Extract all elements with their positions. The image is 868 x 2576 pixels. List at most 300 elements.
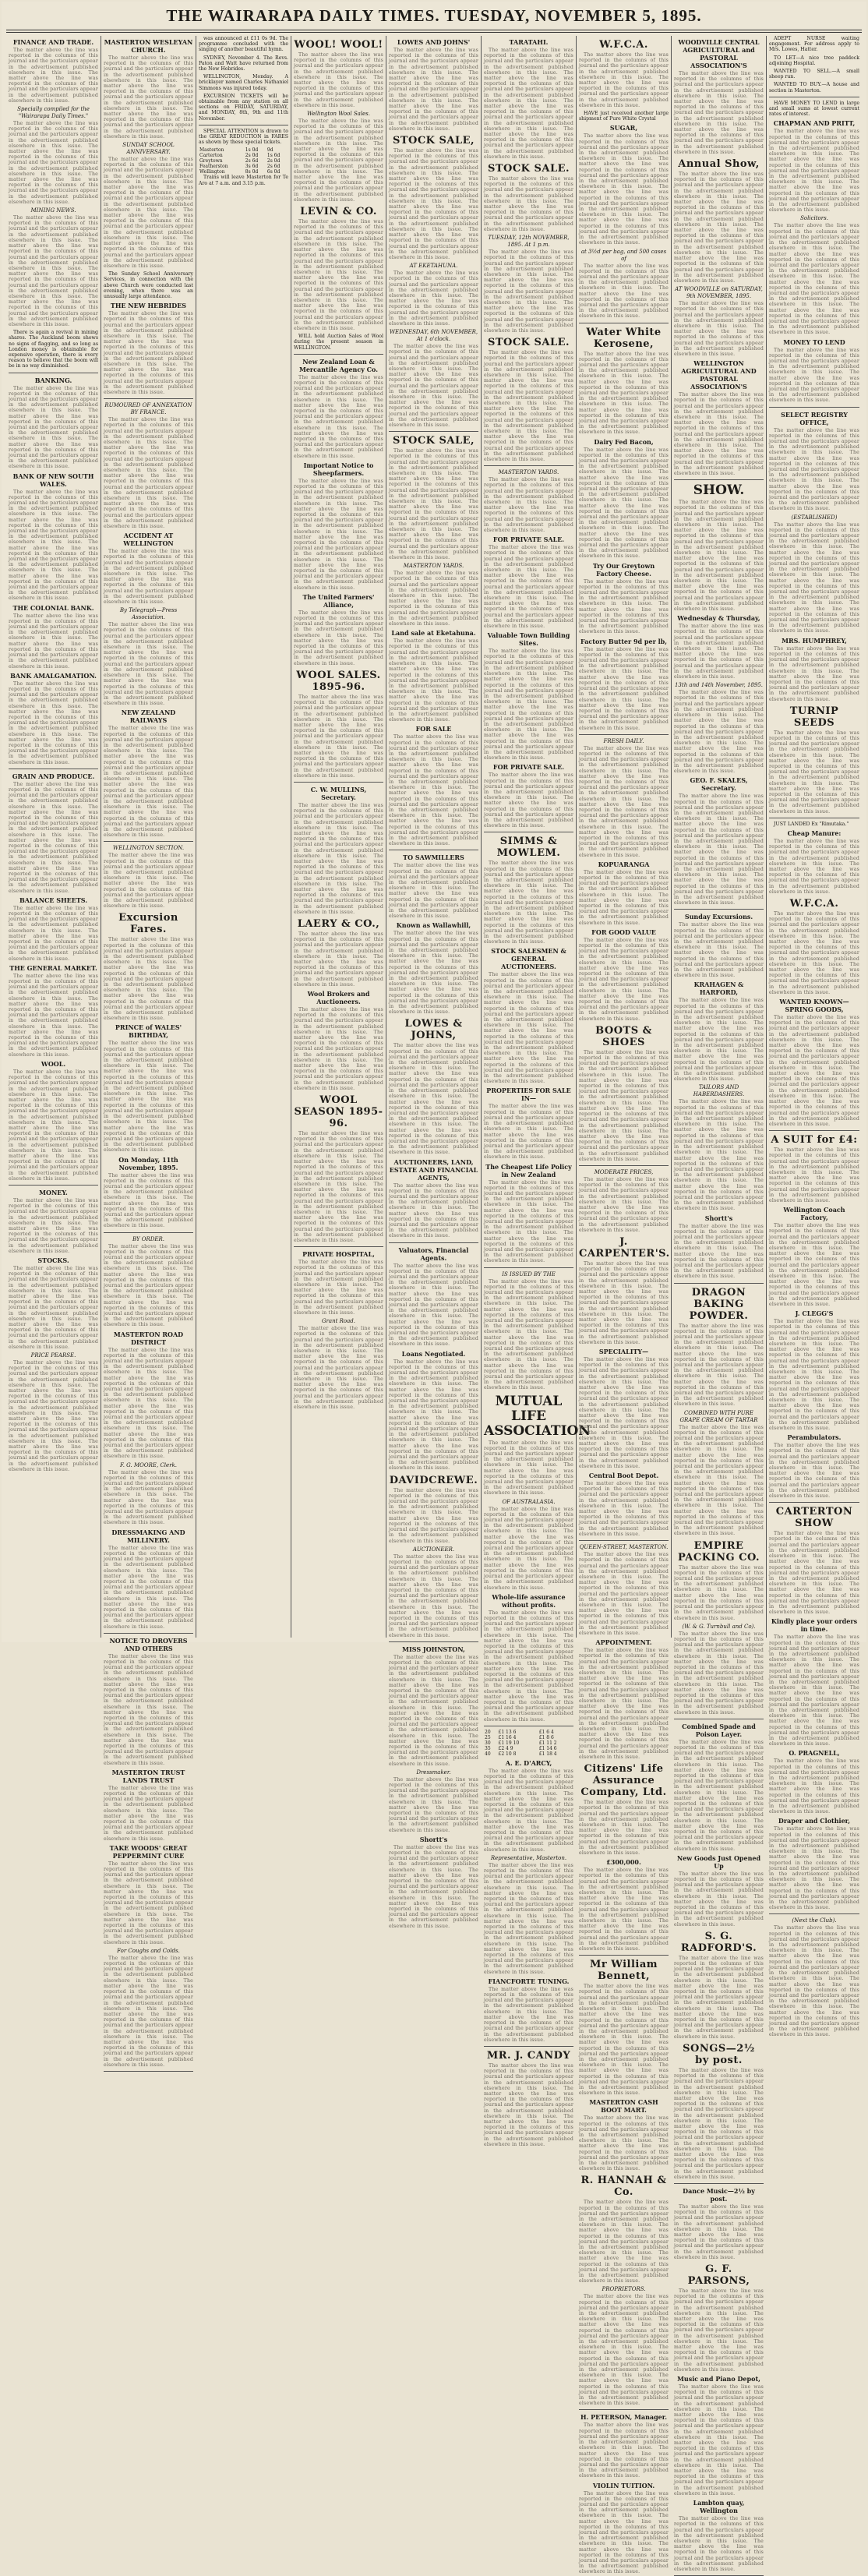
table-cell: 20	[485, 1729, 491, 1735]
body-copy: The matter above the line was reported in the columns of this journal and the particulars appear in the advertisement published elsewhere in this issue. The matter above the line was reported in the columns of this journal and the particulars appear in the advertisement published elsewhere in this issue. The matter above the line was reported in the columns of this journal and the particulars appear in the advertisement published elsewhere in this issue. The matter above the line was reported in the columns of this journal and the particulars appear in the advertisement published elsewhere in this issue.	[294, 219, 383, 331]
body-copy: The matter above the line was reported in the columns of this journal and the particulars appear in the advertisement published elsewhere in this issue. The matter above the line was reported in the columns of this journal and the particulars appear in the advertisement published elsewhere in this issue. The matter above the line was reported in the columns of this journal and the particulars appear in the advertisement published elsewhere in this issue. The matter above the line was reported in the columns of this journal and the particulars appear in the advertisement published elsewhere in this issue.	[674, 500, 764, 613]
heading: EMPIRE PACKING CO.	[677, 1539, 760, 1564]
article-paragraph: WANTED TO SELL.—A small sheep run.	[769, 69, 859, 80]
body-copy: The matter above the line was reported in the columns of this journal and the particulars appear in the advertisement published elsewhere in this issue. The matter above the line was reported in the columns of this journal and the particulars appear in the advertisement published elsewhere in this issue. The matter above the line was reported in the columns of this journal and the particulars appear in the advertisement published elsewhere in this issue.	[484, 545, 573, 630]
column-6	[482, 36, 591, 2147]
body-copy: The matter above the line was reported in the columns of this journal and the particulars appear in the advertisement published elsewhere in this issue. The matter above the line was reported in the columns of this journal and the particulars appear in the advertisement published elsewhere in this issue.	[389, 1776, 478, 1833]
table-row	[199, 164, 288, 169]
heading: Mr William Bennett,	[589, 1959, 658, 1983]
body-copy: The matter above the line was reported in the columns of this journal and the particulars appear in the advertisement published elsewhere in this issue. The matter above the line was reported in the columns of this journal and the particulars appear in the advertisement published elsewhere in this issue. The matter above the line was reported in the columns of this journal and the particulars appear in the advertisement published elsewhere in this issue.	[104, 937, 193, 1022]
body-copy: The matter above the line was reported in the columns of this journal and the particulars appear in the advertisement published elsewhere in this issue. The matter above the line was reported in the columns of this journal and the particulars appear in the advertisement published elsewhere in this issue. The matter above the line was reported in the columns of this journal and the particulars appear in the advertisement published elsewhere in this issue.	[9, 385, 98, 470]
body-copy: The matter above the line was reported in the columns of this journal and the particulars appear in the advertisement published elsewhere in this issue. The matter above the line was reported in the columns of this journal and the particulars appear in the advertisement published elsewhere in this issue. The matter above the line was reported in the columns of this journal and the particulars appear in the advertisement published elsewhere in this issue.	[294, 118, 383, 203]
body-copy: The matter above the line was reported in the columns of this journal and the particulars appear in the advertisement published elsewhere in this issue. The matter above the line was reported in the columns of this journal and the particulars appear in the advertisement published elsewhere in this issue. The matter above the line was reported in the columns of this journal and the particulars appear in the advertisement published elsewhere in this issue.	[579, 2490, 669, 2575]
heading: VIOLIN TUITION.	[592, 2481, 655, 2489]
column-separator	[294, 1246, 383, 1247]
body-copy: The matter above the line was reported in the columns of this journal and the particulars appear in the advertisement published elsewhere in this issue. The matter above the line was reported in the columns of this journal and the particulars appear in the advertisement published elsewhere in this issue. The matter above the line was reported in the columns of this journal and the particulars appear in the advertisement published elsewhere in this issue.	[769, 1531, 859, 1616]
heading: SPECIALITY—	[598, 1348, 649, 1355]
heading: Central Boot Depot.	[588, 1472, 659, 1480]
heading: LOWES AND JOHNS'	[397, 38, 471, 46]
heading: J. CLEGG'S	[795, 1309, 834, 1318]
subheading: QUEEN-STREET, MASTERTON.	[579, 1544, 669, 1551]
column-separator	[104, 398, 193, 399]
heading: STOCK SALE,	[392, 135, 475, 147]
body-copy: The matter above the line was reported in the columns of this journal and the particulars appear in the advertisement published elsewhere in this issue. The matter above the line was reported in the columns of this journal and the particulars appear in the advertisement published elsewhere in this issue.	[104, 1469, 193, 1526]
subheading: 13th and 14th November, 1895.	[674, 682, 764, 689]
body-copy: The matter above the line was reported in the columns of this journal and the particulars appear in the advertisement published elsewhere in this issue. The matter above the line was reported in the columns of this journal and the particulars appear in the advertisement published elsewhere in this issue. The matter above the line was reported in the columns of this journal and the particulars appear in the advertisement published elsewhere in this issue.	[9, 973, 98, 1058]
table-cell: Wellington	[199, 169, 225, 175]
body-copy: The matter above the line was reported in the columns of this journal and the particulars appear in the advertisement published elsewhere in this issue. The matter above the line was reported in the columns of this journal and the particulars appear in the advertisement published elsewhere in this issue. The matter above the line was reported in the columns of this journal and the particulars appear in the advertisement published elsewhere in this issue.	[104, 1545, 193, 1630]
table-cell: 2s 0d	[245, 153, 259, 159]
body-copy: The matter above the line was reported in the columns of this journal and the particulars appear in the advertisement published elsewhere in this issue. The matter above the line was reported in the columns of this journal and the particulars appear in the advertisement published elsewhere in this issue. The matter above the line was reported in the columns of this journal and the particulars appear in the advertisement published elsewhere in this issue. The matter above the line was reported in the columns of this journal and the particulars appear in the advertisement published elsewhere in this issue.	[579, 2294, 669, 2407]
heading: FOR SALE	[415, 725, 452, 733]
subheading: By Telegraph—Press Association.	[119, 607, 178, 621]
table-row	[484, 1746, 573, 1751]
body-copy: The matter above the line was reported in the columns of this journal and the particulars appear in the advertisement published elsewhere in this issue. The matter above the line was reported in the columns of this journal and the particulars appear in the advertisement published elsewhere in this issue.	[674, 922, 764, 979]
heading: BANK OF NEW SOUTH WALES.	[12, 472, 94, 488]
body-copy: The matter above the line was reported in the columns of this journal and the particulars appear in the advertisement published elsewhere in this issue. The matter above the line was reported in the columns of this journal and the particulars appear in the advertisement published elsewhere in this issue.	[674, 1223, 764, 1280]
table-cell: £1 11 2	[538, 1740, 557, 1746]
body-copy: The matter above the line was reported in the columns of this journal and the particulars appear in the advertisement published elsewhere in this issue. The matter above the line was reported in the columns of this journal and the particulars appear in the advertisement published elsewhere in this issue. The matter above the line was reported in the columns of this journal and the particulars appear in the advertisement published elsewhere in this issue. The matter above the line was reported in the columns of this journal and the particulars appear in the advertisement published elsewhere in this issue.	[9, 781, 98, 894]
subheading: For Coughs and Colds.	[117, 1947, 180, 1954]
heading: The United Farmers' Alliance,	[302, 592, 375, 609]
body-copy: The matter above the line was reported in the columns of this journal and the particulars appear in the advertisement published elsewhere in this issue. The matter above the line was reported in the columns of this journal and the particulars appear in the advertisement published elsewhere in this issue. The matter above the line was reported in the columns of this journal and the particulars appear in the advertisement published elsewhere in this issue. The matter above the line was reported in the columns of this journal and the particulars appear in the advertisement published elsewhere in this issue.	[484, 1862, 573, 1975]
body-copy: The matter above the line was reported in the columns of this journal and the particulars appear in the advertisement published elsewhere in this issue. The matter above the line was reported in the columns of this journal and the particulars appear in the advertisement published elsewhere in this issue. The matter above the line was reported in the columns of this journal and the particulars appear in the advertisement published elsewhere in this issue.	[769, 1826, 859, 1911]
heading: Annual Show,	[678, 158, 760, 171]
heading: G. F. PARSONS,	[687, 2263, 750, 2287]
heading: Important Notice to Sheepfarmers.	[303, 461, 374, 477]
body-copy: The matter above the line was reported in the columns of this journal and the particulars appear in the advertisement published elsewhere in this issue. The matter above the line was reported in the columns of this journal and the particulars appear in the advertisement published elsewhere in this issue. The matter above the line was reported in the columns of this journal and the particulars appear in the advertisement published elsewhere in this issue. The matter above the line was reported in the columns of this journal and the particulars appear in the advertisement published elsewhere in this issue.	[484, 1278, 573, 1391]
column-5	[386, 36, 482, 1929]
body-copy: The matter above the line was reported in the columns of this journal and the particulars appear in the advertisement published elsewhere in this issue. The matter above the line was reported in the columns of this journal and the particulars appear in the advertisement published elsewhere in this issue. The matter above the line was reported in the columns of this journal and the particulars appear in the advertisement published elsewhere in this issue. The matter above the line was reported in the columns of this journal and the particulars appear in the advertisement published elsewhere in this issue.	[389, 148, 478, 260]
heading: Wool Brokers and Auctioneers.	[307, 990, 370, 1006]
table-cell: £1 18 4	[538, 1751, 557, 1757]
heading: MISS JOHNSTON,	[402, 1645, 465, 1653]
body-copy: The matter above the line was reported in the columns of this journal and the particulars appear in the advertisement published elsewhere in this issue. The matter above the line was reported in the columns of this journal and the particulars appear in the advertisement published elsewhere in this issue. The matter above the line was reported in the columns of this journal and the particulars appear in the advertisement published elsewhere in this issue.	[674, 1323, 764, 1408]
subheading: MASTERTON YARDS.	[403, 563, 464, 570]
body-copy: The matter above the line was reported in the columns of this journal and the particulars appear in the advertisement published elsewhere in this issue. The matter above the line was reported in the columns of this journal and the particulars appear in the advertisement published elsewhere in this issue. The matter above the line was reported in the columns of this journal and the particulars appear in the advertisement published elsewhere in this issue. The matter above the line was reported in the columns of this journal and the particulars appear in the advertisement published elsewhere in this issue.	[674, 793, 764, 906]
heading: MONEY TO LEND	[783, 337, 845, 346]
body-copy: The matter above the line was reported in the columns of this journal and the particulars appear in the advertisement published elsewhere in this issue. The matter above the line was reported in the columns of this journal and the particulars appear in the advertisement published elsewhere in this issue.	[104, 549, 193, 606]
column-separator	[484, 1267, 573, 1268]
heading: TURNIP SEEDS	[789, 705, 839, 729]
heading: KRAHAGEN & HARFORD,	[693, 981, 744, 997]
subheading: FRESH DAILY.	[603, 737, 644, 744]
body-copy: The matter above the line was reported in the columns of this journal and the particulars appear in the advertisement published elsewhere in this issue. The matter above the line was reported in the columns of this journal and the particulars appear in the advertisement published elsewhere in this issue.	[769, 1147, 859, 1203]
heading: GEO. F. SKALES, Secretary.	[690, 776, 748, 793]
table-cell: £2 4 9	[498, 1745, 513, 1751]
heading: FOR PRIVATE SALE.	[492, 763, 565, 772]
article-paragraph: TO LET—A nice tree paddock adjoining Hospital.	[769, 55, 859, 66]
heading: PRIVATE HOSPITAL,	[302, 1250, 375, 1259]
table-cell: £2 10 8	[498, 1751, 517, 1757]
heading: WOODVILLE CENTRAL AGRICULTURAL and PASTORAL ASSOCIATION'S	[678, 38, 760, 69]
heading: A. E. D'ARCY,	[505, 1758, 552, 1767]
heading: STOCK SALE.	[487, 337, 570, 349]
article-paragraph: WILL hold Auction Sales of Wool during the present season in WELLINGTON.	[294, 334, 383, 351]
heading: WELLINGTON AGRICULTURAL AND PASTORAL ASSOCIATION'S	[681, 359, 757, 391]
subheading: IS ISSUED BY THE	[502, 1270, 556, 1277]
body-copy: The matter above the line was reported in the columns of this journal and the particulars appear in the advertisement published elsewhere in this issue. The matter above the line was reported in the columns of this journal and the particulars appear in the advertisement published elsewhere in this issue.	[389, 1182, 478, 1239]
body-copy: The matter above the line was reported in the columns of this journal and the particulars appear in the advertisement published elsewhere in this issue. The matter above the line was reported in the columns of this journal and the particulars appear in the advertisement published elsewhere in this issue.	[389, 1487, 478, 1544]
body-copy: The matter above the line was reported in the columns of this journal and the particulars appear in the advertisement published elsewhere in this issue. The matter above the line was reported in the columns of this journal and the particulars appear in the advertisement published elsewhere in this issue. The matter above the line was reported in the columns of this journal and the particulars appear in the advertisement published elsewhere in this issue.	[769, 129, 859, 214]
heading: S. G. RADFORD'S.	[680, 1930, 757, 1954]
heading: Wednesday & Thursday,	[677, 614, 760, 623]
column-separator	[389, 1641, 478, 1642]
body-copy: The matter above the line was reported in the columns of this journal and the particulars appear in the advertisement published elsewhere in this issue. The matter above the line was reported in the columns of this journal and the particulars appear in the advertisement published elsewhere in this issue. The matter above the line was reported in the columns of this journal and the particulars appear in the advertisement published elsewhere in this issue.	[389, 344, 478, 428]
heading: J. CARPENTER'S.	[579, 1235, 670, 1260]
heading: GRAIN AND PRODUCE.	[12, 772, 95, 780]
body-copy: The matter above the line was reported in the columns of this journal and the particulars appear in the advertisement published elsewhere in this issue. The matter above the line was reported in the columns of this journal and the particulars appear in the advertisement published elsewhere in this issue. The matter above the line was reported in the columns of this journal and the particulars appear in the advertisement published elsewhere in this issue. The matter above the line was reported in the columns of this journal and the particulars appear in the advertisement published elsewhere in this issue.	[9, 215, 98, 327]
subheading: Wellington Wool Sales.	[306, 111, 370, 118]
body-copy: The matter above the line was reported in the columns of this journal and the particulars appear in the advertisement published elsewhere in this issue. The matter above the line was reported in the columns of this journal and the particulars appear in the advertisement published elsewhere in this issue. The matter above the line was reported in the columns of this journal and the particulars appear in the advertisement published elsewhere in this issue. The matter above the line was reported in the columns of this journal and the particulars appear in the advertisement published elsewhere in this issue.	[104, 1347, 193, 1460]
table-row	[199, 153, 288, 158]
heading: STOCKS.	[37, 1256, 69, 1264]
body-copy: The matter above the line was reported in the columns of this journal and the particulars appear in the advertisement published elsewhere in this issue. The matter above the line was reported in the columns of this journal and the particulars appear in the advertisement published elsewhere in this issue.	[484, 1440, 573, 1496]
body-copy: The matter above the line was reported in the columns of this journal and the particulars appear in the advertisement published elsewhere in this issue. The matter above the line was reported in the columns of this journal and the particulars appear in the advertisement published elsewhere in this issue. The matter above the line was reported in the columns of this journal and the particulars appear in the advertisement published elsewhere in this issue.	[769, 1223, 859, 1307]
body-copy: The matter above the line was reported in the columns of this journal and the particulars appear in the advertisement published elsewhere in this issue. The matter above the line was reported in the columns of this journal and the particulars appear in the advertisement published elsewhere in this issue. The matter above the line was reported in the columns of this journal and the particulars appear in the advertisement published elsewhere in this issue. The matter above the line was reported in the columns of this journal and the particulars appear in the advertisement published elsewhere in this issue.	[9, 1360, 98, 1472]
heading: Dairy Fed Bacon,	[594, 437, 654, 446]
body-copy: The matter above the line was reported in the columns of this journal and the particulars appear in the advertisement published elsewhere in this issue. The matter above the line was reported in the columns of this journal and the particulars appear in the advertisement published elsewhere in this issue.	[769, 1758, 859, 1815]
heading: Lambton quay, Wellington	[693, 2499, 745, 2515]
heading: KOPUARANGA	[598, 860, 650, 868]
body-copy: The matter above the line was reported in the columns of this journal and the particulars appear in the advertisement published elsewhere in this issue. The matter above the line was reported in the columns of this journal and the particulars appear in the advertisement published elsewhere in this issue. The matter above the line was reported in the columns of this journal and the particulars appear in the advertisement published elsewhere in this issue.	[674, 690, 764, 775]
article-paragraph: WELLINGTON, Monday. A bricklayer named Charles Nathaniel Simmons was injured today.	[199, 74, 288, 91]
heading: Draper and Clothier,	[778, 1817, 851, 1825]
heading: Try Our Greytown Factory Cheese.	[592, 561, 655, 578]
subheading: Dressmaker.	[416, 1769, 451, 1776]
heading: Factory Butter 9d per lb,	[580, 637, 668, 645]
body-copy: The matter above the line was reported in the columns of this journal and the particulars appear in the advertisement published elsewhere in this issue. The matter above the line was reported in the columns of this journal and the particulars appear in the advertisement published elsewhere in this issue.	[674, 1871, 764, 1928]
heading: PRINCE of WALES' BIRTHDAY,	[115, 1023, 182, 1040]
heading: MASTERTON CASH BOOT MART.	[589, 2098, 658, 2115]
heading: THE COLONIAL BANK.	[12, 603, 94, 612]
body-copy: The matter above the line was reported in the columns of this journal and the particulars appear in the advertisement published elsewhere in this issue. The matter above the line was reported in the columns of this journal and the particulars appear in the advertisement published elsewhere in this issue. The matter above the line was reported in the columns of this journal and the particulars appear in the advertisement published elsewhere in this issue.	[104, 1243, 193, 1328]
heading: C. W. MULLINS, Secretary.	[310, 785, 367, 801]
column-1	[6, 36, 101, 1638]
table-cell: £1 14 6	[538, 1745, 557, 1751]
heading: MRS. HUMPHREY,	[782, 636, 847, 645]
article-paragraph: HAVE MONEY TO LEND in large and small sums at lowest current rates of interest.	[769, 100, 859, 118]
body-copy: The matter above the line was reported in the columns of this journal and the particulars appear in the advertisement published elsewhere in this issue. The matter above the line was reported in the columns of this journal and the particulars appear in the advertisement published elsewhere in this issue. The matter above the line was reported in the columns of this journal and the particulars appear in the advertisement published elsewhere in this issue.	[9, 121, 98, 205]
body-copy: The matter above the line was reported in the columns of this journal and the particulars appear in the advertisement published elsewhere in this issue. The matter above the line was reported in the columns of this journal and the particulars appear in the advertisement published elsewhere in this issue.	[579, 2422, 669, 2479]
heading: Perambulators.	[787, 1433, 842, 1442]
body-copy: The matter above the line was reported in the columns of this journal and the particulars appear in the advertisement published elsewhere in this issue. The matter above the line was reported in the columns of this journal and the particulars appear in the advertisement published elsewhere in this issue. The matter above the line was reported in the columns of this journal and the particulars appear in the advertisement published elsewhere in this issue. The matter above the line was reported in the columns of this journal and the particulars appear in the advertisement published elsewhere in this issue.	[674, 171, 764, 284]
body-copy: The matter above the line was reported in the columns of this journal and the particulars appear in the advertisement published elsewhere in this issue. The matter above the line was reported in the columns of this journal and the particulars appear in the advertisement published elsewhere in this issue.	[674, 1564, 764, 1621]
subheading: RUMOURED OF ANNEXATION BY FRANCE.	[104, 402, 192, 416]
body-copy: The matter above the line was reported in the columns of this journal and the particulars appear in the advertisement published elsewhere in this issue. The matter above the line was reported in the columns of this journal and the particulars appear in the advertisement published elsewhere in this issue.	[104, 1172, 193, 1229]
table-cell: Carterton	[199, 153, 223, 159]
body-copy: The matter above the line was reported in the columns of this journal and the particulars appear in the advertisement published elsewhere in this issue. The matter above the line was reported in the columns of this journal and the particulars appear in the advertisement published elsewhere in this issue. The matter above the line was reported in the columns of this journal and the particulars appear in the advertisement published elsewhere in this issue. The matter above the line was reported in the columns of this journal and the particulars appear in the advertisement published elsewhere in this issue.	[104, 157, 193, 269]
column-separator	[294, 782, 383, 783]
table-cell: £1 19 10	[498, 1740, 520, 1746]
column-grid	[6, 36, 862, 2575]
body-copy: The matter above the line was reported in the columns of this journal and the particulars appear in the advertisement published elsewhere in this issue. The matter above the line was reported in the columns of this journal and the particulars appear in the advertisement published elsewhere in this issue. The matter above the line was reported in the columns of this journal and the particulars appear in the advertisement published elsewhere in this issue.	[769, 427, 859, 512]
body-copy: The matter above the line was reported in the columns of this journal and the particulars appear in the advertisement published elsewhere in this issue. The matter above the line was reported in the columns of this journal and the particulars appear in the advertisement published elsewhere in this issue. The matter above the line was reported in the columns of this journal and the particulars appear in the advertisement published elsewhere in this issue. The matter above the line was reported in the columns of this journal and the particulars appear in the advertisement published elsewhere in this issue.	[579, 1049, 669, 1162]
column-separator	[484, 2046, 573, 2047]
body-copy: The matter above the line was reported in the columns of this journal and the particulars appear in the advertisement published elsewhere in this issue. The matter above the line was reported in the columns of this journal and the particulars appear in the advertisement published elsewhere in this issue. The matter above the line was reported in the columns of this journal and the particulars appear in the advertisement published elsewhere in this issue. The matter above the line was reported in the columns of this journal and the particulars appear in the advertisement published elsewhere in this issue.	[389, 1654, 478, 1767]
subheading: PROPRIETORS.	[602, 2286, 646, 2293]
body-copy: The matter above the line was reported in the columns of this journal and the particulars appear in the advertisement published elsewhere in this issue. The matter above the line was reported in the columns of this journal and the particulars appear in the advertisement published elsewhere in this issue. The matter above the line was reported in the columns of this journal and the particulars appear in the advertisement published elsewhere in this issue. The matter above the line was reported in the columns of this journal and the particulars appear in the advertisement published elsewhere in this issue.	[579, 1648, 669, 1760]
heading: On Monday, 11th November, 1895.	[118, 1155, 178, 1171]
article-paragraph: SPECIAL ATTENTION is drawn to the GREAT REDUCTION in FARES as shown by these special tickets.	[199, 128, 288, 146]
heading: Valuators, Financial Agents.	[398, 1246, 469, 1262]
column-separator	[769, 407, 859, 408]
column-separator	[579, 1955, 669, 1956]
column-separator	[579, 1165, 669, 1166]
table-row	[199, 147, 288, 153]
body-copy: The matter above the line was reported in the columns of this journal and the particulars appear in the advertisement published elsewhere in this issue. The matter above the line was reported in the columns of this journal and the particulars appear in the advertisement published elsewhere in this issue.	[769, 347, 859, 404]
body-copy: The matter above the line was reported in the columns of this journal and the particulars appear in the advertisement published elsewhere in this issue. The matter above the line was reported in the columns of this journal and the particulars appear in the advertisement published elsewhere in this issue. The matter above the line was reported in the columns of this journal and the particulars appear in the advertisement published elsewhere in this issue. The matter above the line was reported in the columns of this journal and the particulars appear in the advertisement published elsewhere in this issue.	[674, 1099, 764, 1212]
heading: MR. J. CANDY	[486, 2049, 571, 2062]
heading: FOR GOOD VALUE	[591, 928, 656, 936]
body-copy: The matter above the line was reported in the columns of this journal and the particulars appear in the advertisement published elsewhere in this issue. The matter above the line was reported in the columns of this journal and the particulars appear in the advertisement published elsewhere in this issue. The matter above the line was reported in the columns of this journal and the particulars appear in the advertisement published elsewhere in this issue.	[484, 2062, 573, 2147]
heading: MASTERTON TRUST LANDS TRUST	[111, 1768, 185, 1784]
subheading: (Next the Club).	[792, 1917, 837, 1924]
heading: CARTERTON SHOW	[775, 1506, 853, 1530]
subheading: MASTERTON YARDS.	[498, 469, 559, 476]
article-paragraph: EXCURSION TICKETS will be obtainable from any station on all sections on FRIDAY, SATURDAY, and MONDAY, 8th, 9th and 11th November.	[199, 93, 288, 122]
column-separator	[674, 1283, 764, 1284]
body-copy: The matter above the line was reported in the columns of this journal and the particulars appear in the advertisement published elsewhere in this issue. The matter above the line was reported in the columns of this journal and the particulars appear in the advertisement published elsewhere in this issue. The matter above the line was reported in the columns of this journal and the particulars appear in the advertisement published elsewhere in this issue. The matter above the line was reported in the columns of this journal and the particulars appear in the advertisement published elsewhere in this issue.	[769, 1015, 859, 1127]
heading: LEVIN & CO.	[300, 206, 377, 218]
body-copy: The matter above the line was reported in the columns of this journal and the particulars appear in the advertisement published elsewhere in this issue. The matter above the line was reported in the columns of this journal and the particulars appear in the advertisement published elsewhere in this issue. The matter above the line was reported in the columns of this journal and the particulars appear in the advertisement published elsewhere in this issue. The matter above the line was reported in the columns of this journal and the particulars appear in the advertisement published elsewhere in this issue.	[484, 648, 573, 761]
body-copy: The matter above the line was reported in the columns of this journal and the particulars appear in the advertisement published elsewhere in this issue. The matter above the line was reported in the columns of this journal and the particulars appear in the advertisement published elsewhere in this issue.	[9, 905, 98, 962]
heading: Kindly place your orders in time.	[771, 1617, 858, 1634]
body-copy: The matter above the line was reported in the columns of this journal and the particulars appear in the advertisement published elsewhere in this issue. The matter above the line was reported in the columns of this journal and the particulars appear in the advertisement published elsewhere in this issue. The matter above the line was reported in the columns of this journal and the particulars appear in the advertisement published elsewhere in this issue. The matter above the line was reported in the columns of this journal and the particulars appear in the advertisement published elsewhere in this issue.	[484, 972, 573, 1085]
body-copy: The matter above the line was reported in the columns of this journal and the particulars appear in the advertisement published elsewhere in this issue. The matter above the line was reported in the columns of this journal and the particulars appear in the advertisement published elsewhere in this issue. The matter above the line was reported in the columns of this journal and the particulars appear in the advertisement published elsewhere in this issue. The matter above the line was reported in the columns of this journal and the particulars appear in the advertisement published elsewhere in this issue.	[294, 802, 383, 915]
body-copy: The matter above the line was reported in the columns of this journal and the particulars appear in the advertisement published elsewhere in this issue. The matter above the line was reported in the columns of this journal and the particulars appear in the advertisement published elsewhere in this issue. The matter above the line was reported in the columns of this journal and the particulars appear in the advertisement published elsewhere in this issue. The matter above the line was reported in the columns of this journal and the particulars appear in the advertisement published elsewhere in this issue.	[579, 1357, 669, 1469]
body-copy: The matter above the line was reported in the columns of this journal and the particulars appear in the advertisement published elsewhere in this issue. The matter above the line was reported in the columns of this journal and the particulars appear in the advertisement published elsewhere in this issue. The matter above the line was reported in the columns of this journal and the particulars appear in the advertisement published elsewhere in this issue.	[674, 998, 764, 1083]
heading: THE NEW HEBRIDES	[110, 302, 187, 310]
subheading: MINING NEWS.	[30, 207, 76, 214]
subheading: Grant Road.	[321, 1318, 356, 1325]
table-cell: 1s 0d	[245, 147, 259, 154]
heading: O. PRAGNELL,	[789, 1749, 840, 1758]
article-paragraph: HAVE just received another large shipment of Pure White Crystal	[579, 111, 669, 122]
body-copy: The matter above the line was reported in the columns of this journal and the particulars appear in the advertisement published elsewhere in this issue. The matter above the line was reported in the columns of this journal and the particulars appear in the advertisement published elsewhere in this issue.	[579, 2115, 669, 2172]
body-copy: The matter above the line was reported in the columns of this journal and the particulars appear in the advertisement published elsewhere in this issue. The matter above the line was reported in the columns of this journal and the particulars appear in the advertisement published elsewhere in this issue. The matter above the line was reported in the columns of this journal and the particulars appear in the advertisement published elsewhere in this issue. The matter above the line was reported in the columns of this journal and the particulars appear in the advertisement published elsewhere in this issue.	[674, 1424, 764, 1537]
body-copy: The matter above the line was reported in the columns of this journal and the particulars appear in the advertisement published elsewhere in this issue. The matter above the line was reported in the columns of this journal and the particulars appear in the advertisement published elsewhere in this issue. The matter above the line was reported in the columns of this journal and the particulars appear in the advertisement published elsewhere in this issue. The matter above the line was reported in the columns of this journal and the particulars appear in the advertisement published elsewhere in this issue.	[579, 1984, 669, 2097]
table-cell: 6s 0d	[266, 169, 281, 175]
column-separator	[579, 2409, 669, 2410]
table-cell: 30	[485, 1740, 491, 1746]
column-3	[196, 36, 291, 1638]
heading: WOOL.	[41, 1059, 66, 1068]
table-cell: Masterton	[199, 147, 224, 154]
body-copy: The matter above the line was reported in the columns of this journal and the particulars appear in the advertisement published elsewhere in this issue. The matter above the line was reported in the columns of this journal and the particulars appear in the advertisement published elsewhere in this issue.	[579, 869, 669, 926]
heading: Land sale at Eketahuna.	[391, 629, 476, 638]
body-copy: The matter above the line was reported in the columns of this journal and the particulars appear in the advertisement published elsewhere in this issue. The matter above the line was reported in the columns of this journal and the particulars appear in the advertisement published elsewhere in this issue. The matter above the line was reported in the columns of this journal and the particulars appear in the advertisement published elsewhere in this issue.	[769, 911, 859, 995]
body-copy: The matter above the line was reported in the columns of this journal and the particulars appear in the advertisement published elsewhere in this issue. The matter above the line was reported in the columns of this journal and the particulars appear in the advertisement published elsewhere in this issue.	[579, 263, 669, 320]
body-copy: The matter above the line was reported in the columns of this journal and the particulars appear in the advertisement published elsewhere in this issue. The matter above the line was reported in the columns of this journal and the particulars appear in the advertisement published elsewhere in this issue.	[294, 610, 383, 666]
body-copy: The matter above the line was reported in the columns of this journal and the particulars appear in the advertisement published elsewhere in this issue. The matter above the line was reported in the columns of this journal and the particulars appear in the advertisement published elsewhere in this issue.	[484, 772, 573, 829]
heading: DRAGON BAKING POWDER.	[689, 1286, 749, 1322]
heading: BALANCE SHEETS.	[19, 896, 88, 904]
body-copy: The matter above the line was reported in the columns of this journal and the particulars appear in the advertisement published elsewhere in this issue. The matter above the line was reported in the columns of this journal and the particulars appear in the advertisement published elsewhere in this issue. The matter above the line was reported in the columns of this journal and the particulars appear in the advertisement published elsewhere in this issue.	[484, 1179, 573, 1264]
article-paragraph: WANTED TO BUY.—A house and section in Masterton.	[769, 82, 859, 94]
column-separator	[294, 354, 383, 355]
body-copy: The matter above the line was reported in the columns of this journal and the particulars appear in the advertisement published elsewhere in this issue. The matter above the line was reported in the columns of this journal and the particulars appear in the advertisement published elsewhere in this issue.	[484, 477, 573, 534]
heading: Wellington Coach Factory,	[783, 1206, 845, 1222]
heading: MONEY.	[39, 1188, 68, 1196]
subheading: Representative, Masterton.	[490, 1854, 567, 1861]
body-copy: The matter above the line was reported in the columns of this journal and the particulars appear in the advertisement published elsewhere in this issue. The matter above the line was reported in the columns of this journal and the particulars appear in the advertisement published elsewhere in this issue. The matter above the line was reported in the columns of this journal and the particulars appear in the advertisement published elsewhere in this issue.	[579, 2200, 669, 2284]
heading: FINANCE AND TRADE.	[12, 38, 94, 46]
heading: CHAPMAN AND PRITT,	[773, 119, 856, 128]
body-copy: The matter above the line was reported in the columns of this journal and the particulars appear in the advertisement published elsewhere in this issue. The matter above the line was reported in the columns of this journal and the particulars appear in the advertisement published elsewhere in this issue. The matter above the line was reported in the columns of this journal and the particulars appear in the advertisement published elsewhere in this issue. The matter above the line was reported in the columns of this journal and the particulars appear in the advertisement published elsewhere in this issue.	[484, 48, 573, 160]
body-copy: The matter above the line was reported in the columns of this journal and the particulars appear in the advertisement published elsewhere in this issue. The matter above the line was reported in the columns of this journal and the particulars appear in the advertisement published elsewhere in this issue. The matter above the line was reported in the columns of this journal and the particulars appear in the advertisement published elsewhere in this issue.	[769, 730, 859, 814]
column-8	[672, 36, 767, 2572]
body-copy: The matter above the line was reported in the columns of this journal and the particulars appear in the advertisement published elsewhere in this issue. The matter above the line was reported in the columns of this journal and the particulars appear in the advertisement published elsewhere in this issue.	[579, 1481, 669, 1537]
body-copy: The matter above the line was reported in the columns of this journal and the particulars appear in the advertisement published elsewhere in this issue. The matter above the line was reported in the columns of this journal and the particulars appear in the advertisement published elsewhere in this issue. The matter above the line was reported in the columns of this journal and the particulars appear in the advertisement published elsewhere in this issue. The matter above the line was reported in the columns of this journal and the particulars appear in the advertisement published elsewhere in this issue.	[674, 2384, 764, 2496]
subheading: Solicitors.	[800, 215, 828, 222]
heading: NEW ZEALAND RAILWAYS	[121, 708, 176, 725]
table-cell: 2s 0d	[266, 158, 281, 164]
table-cell: 40	[485, 1751, 491, 1757]
body-copy: The matter above the line was reported in the columns of this journal and the particulars appear in the advertisement published elsewhere in this issue. The matter above the line was reported in the columns of this journal and the particulars appear in the advertisement published elsewhere in this issue. The matter above the line was reported in the columns of this journal and the particulars appear in the advertisement published elsewhere in this issue.	[484, 1768, 573, 1853]
body-copy: The matter above the line was reported in the columns of this journal and the particulars appear in the advertisement published elsewhere in this issue. The matter above the line was reported in the columns of this journal and the particulars appear in the advertisement published elsewhere in this issue. The matter above the line was reported in the columns of this journal and the particulars appear in the advertisement published elsewhere in this issue.	[294, 1326, 383, 1411]
body-copy: The matter above the line was reported in the columns of this journal and the particulars appear in the advertisement published elsewhere in this issue. The matter above the line was reported in the columns of this journal and the particulars appear in the advertisement published elsewhere in this issue. The matter above the line was reported in the columns of this journal and the particulars appear in the advertisement published elsewhere in this issue. The matter above the line was reported in the columns of this journal and the particulars appear in the advertisement published elsewhere in this issue.	[674, 1739, 764, 1852]
heading: SHOW.	[693, 482, 745, 499]
body-copy: The matter above the line was reported in the columns of this journal and the particulars appear in the advertisement published elsewhere in this issue. The matter above the line was reported in the columns of this journal and the particulars appear in the advertisement published elsewhere in this issue.	[9, 1197, 98, 1254]
heading: Music and Piano Depot,	[677, 2375, 760, 2383]
subheading: at 3½d per bag, and 500 cases of	[580, 248, 667, 262]
subheading: BY ORDER.	[132, 1235, 165, 1242]
body-copy: The matter above the line was reported in the columns of this journal and the particulars appear in the advertisement published elsewhere in this issue. The matter above the line was reported in the columns of this journal and the particulars appear in the advertisement published elsewhere in this issue. The matter above the line was reported in the columns of this journal and the particulars appear in the advertisement published elsewhere in this issue. The matter above the line was reported in the columns of this journal and the particulars appear in the advertisement published elsewhere in this issue.	[389, 1359, 478, 1472]
body-copy: The matter above the line was reported in the columns of this journal and the particulars appear in the advertisement published elsewhere in this issue. The matter above the line was reported in the columns of this journal and the particulars appear in the advertisement published elsewhere in this issue.	[579, 578, 669, 635]
table-cell: £1 6 4	[538, 1729, 554, 1735]
table-row	[199, 169, 288, 175]
heading: STOCK SALESMEN & GENERAL AUCTIONEERS.	[491, 947, 566, 971]
heading: Shortt's	[704, 1214, 733, 1222]
heading: Combined Spade and Poison Layer.	[682, 1722, 756, 1738]
body-copy: The matter above the line was reported in the columns of this journal and the particulars appear in the advertisement published elsewhere in this issue. The matter above the line was reported in the columns of this journal and the particulars appear in the advertisement published elsewhere in this issue. The matter above the line was reported in the columns of this journal and the particulars appear in the advertisement published elsewhere in this issue.	[294, 1007, 383, 1091]
body-copy: The matter above the line was reported in the columns of this journal and the particulars appear in the advertisement published elsewhere in this issue. The matter above the line was reported in the columns of this journal and the particulars appear in the advertisement published elsewhere in this issue. The matter above the line was reported in the columns of this journal and the particulars appear in the advertisement published elsewhere in this issue. The matter above the line was reported in the columns of this journal and the particulars appear in the advertisement published elsewhere in this issue.	[674, 2067, 764, 2180]
column-separator	[389, 1242, 478, 1243]
column-separator	[674, 2183, 764, 2184]
heading: R. HANNAH & Co.	[580, 2175, 667, 2199]
body-copy: The matter above the line was reported in the columns of this journal and the particulars appear in the advertisement published elsewhere in this issue. The matter above the line was reported in the columns of this journal and the particulars appear in the advertisement published elsewhere in this issue. The matter above the line was reported in the columns of this journal and the particulars appear in the advertisement published elsewhere in this issue. The matter above the line was reported in the columns of this journal and the particulars appear in the advertisement published elsewhere in this issue.	[389, 1043, 478, 1156]
body-copy: The matter above the line was reported in the columns of this journal and the particulars appear in the advertisement published elsewhere in this issue. The matter above the line was reported in the columns of this journal and the particulars appear in the advertisement published elsewhere in this issue.	[294, 52, 383, 108]
body-copy: The matter above the line was reported in the columns of this journal and the particulars appear in the advertisement published elsewhere in this issue. The matter above the line was reported in the columns of this journal and the particulars appear in the advertisement published elsewhere in this issue.	[104, 853, 193, 910]
table-cell: 3s 6d	[245, 164, 259, 170]
body-copy: The matter above the line was reported in the columns of this journal and the particulars appear in the advertisement published elsewhere in this issue. The matter above the line was reported in the columns of this journal and the particulars appear in the advertisement published elsewhere in this issue. The matter above the line was reported in the columns of this journal and the particulars appear in the advertisement published elsewhere in this issue. The matter above the line was reported in the columns of this journal and the particulars appear in the advertisement published elsewhere in this issue.	[769, 521, 859, 634]
body-copy: The matter above the line was reported in the columns of this journal and the particulars appear in the advertisement published elsewhere in this issue. The matter above the line was reported in the columns of this journal and the particulars appear in the advertisement published elsewhere in this issue. The matter above the line was reported in the columns of this journal and the particulars appear in the advertisement published elsewhere in this issue.	[389, 48, 478, 132]
table-row	[199, 158, 288, 164]
heading: Citizens' Life Assurance Company, Ltd.	[580, 1763, 667, 1799]
body-copy: The matter above the line was reported in the columns of this journal and the particulars appear in the advertisement published elsewhere in this issue. The matter above the line was reported in the columns of this journal and the particulars appear in the advertisement published elsewhere in this issue. The matter above the line was reported in the columns of this journal and the particulars appear in the advertisement published elsewhere in this issue.	[104, 311, 193, 395]
body-copy: The matter above the line was reported in the columns of this journal and the particulars appear in the advertisement published elsewhere in this issue. The matter above the line was reported in the columns of this journal and the particulars appear in the advertisement published elsewhere in this issue. The matter above the line was reported in the columns of this journal and the particulars appear in the advertisement published elsewhere in this issue. The matter above the line was reported in the columns of this journal and the particulars appear in the advertisement published elsewhere in this issue.	[104, 417, 193, 530]
body-copy: The matter above the line was reported in the columns of this journal and the particulars appear in the advertisement published elsewhere in this issue. The matter above the line was reported in the columns of this journal and the particulars appear in the advertisement published elsewhere in this issue.	[9, 613, 98, 670]
heading: DAVIDCREWE.	[389, 1474, 478, 1486]
body-copy: The matter above the line was reported in the columns of this journal and the particulars appear in the advertisement published elsewhere in this issue. The matter above the line was reported in the columns of this journal and the particulars appear in the advertisement published elsewhere in this issue. The matter above the line was reported in the columns of this journal and the particulars appear in the advertisement published elsewhere in this issue.	[484, 1506, 573, 1591]
body-copy: The matter above the line was reported in the columns of this journal and the particulars appear in the advertisement published elsewhere in this issue. The matter above the line was reported in the columns of this journal and the particulars appear in the advertisement published elsewhere in this issue. The matter above the line was reported in the columns of this journal and the particulars appear in the advertisement published elsewhere in this issue. The matter above the line was reported in the columns of this journal and the particulars appear in the advertisement published elsewhere in this issue.	[769, 223, 859, 336]
table-cell: 2s 6d	[245, 158, 259, 164]
subheading: TAILORS AND HABERDASHERS.	[693, 1084, 745, 1098]
body-copy: The matter above the line was reported in the columns of this journal and the particulars appear in the advertisement published elsewhere in this issue. The matter above the line was reported in the columns of this journal and the particulars appear in the advertisement published elsewhere in this issue. The matter above the line was reported in the columns of this journal and the particulars appear in the advertisement published elsewhere in this issue. The matter above the line was reported in the columns of this journal and the particulars appear in the advertisement published elsewhere in this issue.	[769, 1634, 859, 1747]
subheading: TUESDAY, 12th NOVEMBER, 1895. At 1 p.m.	[488, 235, 570, 249]
body-copy: The matter above the line was reported in the columns of this journal and the particulars appear in the advertisement published elsewhere in this issue. The matter above the line was reported in the columns of this journal and the particulars appear in the advertisement published elsewhere in this issue. The matter above the line was reported in the columns of this journal and the particulars appear in the advertisement published elsewhere in this issue.	[389, 638, 478, 723]
heading: H. PETERSON, Manager.	[580, 2413, 668, 2422]
heading: WOOL! WOOL!	[294, 39, 383, 51]
heading: £300,000.	[606, 1858, 641, 1867]
heading: SONGS—2½ by post.	[683, 2042, 755, 2066]
heading: FOR PRIVATE SALE.	[492, 535, 565, 544]
body-copy: The matter above the line was reported in the columns of this journal and the particulars appear in the advertisement published elsewhere in this issue. The matter above the line was reported in the columns of this journal and the particulars appear in the advertisement published elsewhere in this issue. The matter above the line was reported in the columns of this journal and the particulars appear in the advertisement published elsewhere in this issue. The matter above the line was reported in the columns of this journal and the particulars appear in the advertisement published elsewhere in this issue.	[9, 489, 98, 602]
column-2	[101, 36, 196, 2068]
heading: LAERY & CO.,	[297, 918, 380, 930]
column-separator	[484, 465, 573, 466]
heading: Excursion Fares.	[118, 912, 178, 936]
body-copy: The matter above the line was reported in the columns of this journal and the particulars appear in the advertisement published elsewhere in this issue. The matter above the line was reported in the columns of this journal and the particulars appear in the advertisement published elsewhere in this issue.	[484, 1104, 573, 1161]
table-cell: £1 8 6	[538, 1734, 554, 1740]
heading: ACCIDENT AT WELLINGTON	[123, 532, 174, 548]
body-copy: The matter above the line was reported in the columns of this journal and the particulars appear in the advertisement published elsewhere in this issue. The matter above the line was reported in the columns of this journal and the particulars appear in the advertisement published elsewhere in this issue. The matter above the line was reported in the columns of this journal and the particulars appear in the advertisement published elsewhere in this issue. The matter above the line was reported in the columns of this journal and the particulars appear in the advertisement published elsewhere in this issue.	[104, 1041, 193, 1154]
heading: TAKE WOODS' GREAT PEPPERMINT CURE	[109, 1843, 188, 1860]
body-copy: The matter above the line was reported in the columns of this journal and the particulars appear in the advertisement published elsewhere in this issue. The matter above the line was reported in the columns of this journal and the particulars appear in the advertisement published elsewhere in this issue. The matter above the line was reported in the columns of this journal and the particulars appear in the advertisement published elsewhere in this issue. The matter above the line was reported in the columns of this journal and the particulars appear in the advertisement published elsewhere in this issue.	[579, 447, 669, 560]
column-separator	[9, 1185, 98, 1186]
column-7	[577, 36, 672, 2575]
column-separator	[674, 479, 764, 480]
column-separator	[769, 1502, 859, 1503]
body-copy: The matter above the line was reported in the columns of this journal and the particulars appear in the advertisement published elsewhere in this issue. The matter above the line was reported in the columns of this journal and the particulars appear in the advertisement published elsewhere in this issue. The matter above the line was reported in the columns of this journal and the particulars appear in the advertisement published elsewhere in this issue. The matter above the line was reported in the columns of this journal and the particulars appear in the advertisement published elsewhere in this issue.	[484, 350, 573, 462]
subheading: (W. & G. Turnbull and Co).	[682, 1623, 756, 1630]
table-cell: 9d	[266, 147, 273, 154]
subheading: (ESTABLISHED)	[791, 514, 838, 521]
heading: Water White Kerosene,	[586, 326, 662, 350]
body-copy: The matter above the line was reported in the columns of this journal and the particulars appear in the advertisement published elsewhere in this issue. The matter above the line was reported in the columns of this journal and the particulars appear in the advertisement published elsewhere in this issue. The matter above the line was reported in the columns of this journal and the particulars appear in the advertisement published elsewhere in this issue.	[484, 860, 573, 945]
body-copy: The matter above the line was reported in the columns of this journal and the particulars appear in the advertisement published elsewhere in this issue. The matter above the line was reported in the columns of this journal and the particulars appear in the advertisement published elsewhere in this issue.	[674, 2203, 764, 2260]
column-separator	[104, 841, 193, 842]
subheading: Specially compiled for the "Wairarapa Daily Times."	[17, 106, 90, 120]
body-copy: The matter above the line was reported in the columns of this journal and the particulars appear in the advertisement published elsewhere in this issue. The matter above the line was reported in the columns of this journal and the particulars appear in the advertisement published elsewhere in this issue. The matter above the line was reported in the columns of this journal and the particulars appear in the advertisement published elsewhere in this issue. The matter above the line was reported in the columns of this journal and the particulars appear in the advertisement published elsewhere in this issue.	[9, 1069, 98, 1182]
body-copy: The matter above the line was reported in the columns of this journal and the particulars appear in the advertisement published elsewhere in this issue. The matter above the line was reported in the columns of this journal and the particulars appear in the advertisement published elsewhere in this issue. The matter above the line was reported in the columns of this journal and the particulars appear in the advertisement published elsewhere in this issue.	[389, 931, 478, 1016]
column-separator	[104, 1232, 193, 1233]
heading: Sunday Excursions.	[684, 913, 753, 921]
heading: FIANCFORTE TUNING.	[488, 1977, 570, 1985]
table-cell: £1 16 4	[498, 1734, 517, 1740]
heading: W.F.C.A.	[599, 39, 648, 51]
body-copy: The matter above the line was reported in the columns of this journal and the particulars appear in the advertisement published elsewhere in this issue. The matter above the line was reported in the columns of this journal and the particulars appear in the advertisement published elsewhere in this issue. The matter above the line was reported in the columns of this journal and the particulars appear in the advertisement published elsewhere in this issue. The matter above the line was reported in the columns of this journal and the particulars appear in the advertisement published elsewhere in this issue.	[104, 1653, 193, 1766]
heading: WANTED KNOWN—SPRING GOODS,	[779, 998, 849, 1014]
column-separator	[104, 1633, 193, 1634]
heading: A SUIT for £4:	[771, 1134, 858, 1147]
body-copy: The matter above the line was reported in the columns of this journal and the particulars appear in the advertisement published elsewhere in this issue. The matter above the line was reported in the columns of this journal and the particulars appear in the advertisement published elsewhere in this issue.	[294, 1260, 383, 1316]
body-copy: The matter above the line was reported in the columns of this journal and the particulars appear in the advertisement published elsewhere in this issue. The matter above the line was reported in the columns of this journal and the particulars appear in the advertisement published elsewhere in this issue.	[769, 838, 859, 895]
body-copy: The matter above the line was reported in the columns of this journal and the particulars appear in the advertisement published elsewhere in this issue. The matter above the line was reported in the columns of this journal and the particulars appear in the advertisement published elsewhere in this issue. The matter above the line was reported in the columns of this journal and the particulars appear in the advertisement published elsewhere in this issue. The matter above the line was reported in the columns of this journal and the particulars appear in the advertisement published elsewhere in this issue.	[579, 745, 669, 858]
body-copy: The matter above the line was reported in the columns of this journal and the particulars appear in the advertisement published elsewhere in this issue. The matter above the line was reported in the columns of this journal and the particulars appear in the advertisement published elsewhere in this issue. The matter above the line was reported in the columns of this journal and the particulars appear in the advertisement published elsewhere in this issue.	[579, 351, 669, 436]
body-copy: The matter above the line was reported in the columns of this journal and the particulars appear in the advertisement published elsewhere in this issue. The matter above the line was reported in the columns of this journal and the particulars appear in the advertisement published elsewhere in this issue. The matter above the line was reported in the columns of this journal and the particulars appear in the advertisement published elsewhere in this issue.	[674, 71, 764, 155]
body-copy: The matter above the line was reported in the columns of this journal and the particulars appear in the advertisement published elsewhere in this issue. The matter above the line was reported in the columns of this journal and the particulars appear in the advertisement published elsewhere in this issue. The matter above the line was reported in the columns of this journal and the particulars appear in the advertisement published elsewhere in this issue. The matter above the line was reported in the columns of this journal and the particulars appear in the advertisement published elsewhere in this issue.	[294, 478, 383, 591]
body-copy: The matter above the line was reported in the columns of this journal and the particulars appear in the advertisement published elsewhere in this issue. The matter above the line was reported in the columns of this journal and the particulars appear in the advertisement published elsewhere in this issue. The matter above the line was reported in the columns of this journal and the particulars appear in the advertisement published elsewhere in this issue. The matter above the line was reported in the columns of this journal and the particulars appear in the advertisement published elsewhere in this issue.	[389, 734, 478, 847]
heading: BANK AMALGAMATION.	[10, 671, 97, 680]
column-separator	[579, 734, 669, 735]
table-cell: Greytown	[199, 158, 223, 164]
body-copy: The matter above the line was reported in the columns of this journal and the particulars appear in the advertisement published elsewhere in this issue. The matter above the line was reported in the columns of this journal and the particulars appear in the advertisement published elsewhere in this issue. The matter above the line was reported in the columns of this journal and the particulars appear in the advertisement published elsewhere in this issue. The matter above the line was reported in the columns of this journal and the particulars appear in the advertisement published elsewhere in this issue.	[389, 448, 478, 561]
subheading: AT WOODVILLE on SATURDAY, 9th NOVEMBER, 1895.	[675, 286, 763, 300]
heading: TARATAHI.	[509, 38, 549, 46]
subheading: AT EKETAHUNA.	[409, 263, 458, 270]
body-copy: The matter above the line was reported in the columns of this journal and the particulars appear in the advertisement published elsewhere in this issue. The matter above the line was reported in the columns of this journal and the particulars appear in the advertisement published elsewhere in this issue. The matter above the line was reported in the columns of this journal and the particulars appear in the advertisement published elsewhere in this issue.	[579, 1260, 669, 1345]
body-copy: The matter above the line was reported in the columns of this journal and the particulars appear in the advertisement published elsewhere in this issue. The matter above the line was reported in the columns of this journal and the particulars appear in the advertisement published elsewhere in this issue. The matter above the line was reported in the columns of this journal and the particulars appear in the advertisement published elsewhere in this issue. The matter above the line was reported in the columns of this journal and the particulars appear in the advertisement published elsewhere in this issue.	[104, 726, 193, 839]
heading: PROPERTIES FOR SALE IN—	[486, 1087, 571, 1103]
masthead: THE WAIRARAPA DAILY TIMES. TUESDAY, NOVEMBER 5, 1895.	[166, 6, 702, 25]
body-copy: The matter above the line was reported in the columns of this journal and the particulars appear in the advertisement published elsewhere in this issue. The matter above the line was reported in the columns of this journal and the particulars appear in the advertisement published elsewhere in this issue. The matter above the line was reported in the columns of this journal and the particulars appear in the advertisement published elsewhere in this issue.	[674, 2288, 764, 2373]
body-copy: The matter above the line was reported in the columns of this journal and the particulars appear in the advertisement published elsewhere in this issue. The matter above the line was reported in the columns of this journal and the particulars appear in the advertisement published elsewhere in this issue. The matter above the line was reported in the columns of this journal and the particulars appear in the advertisement published elsewhere in this issue.	[579, 937, 669, 1022]
heading: THE GENERAL MARKET.	[9, 963, 97, 972]
heading: WOOL SEASON 1895-96.	[294, 1094, 383, 1130]
body-copy: The matter above the line was reported in the columns of this journal and the particulars appear in the advertisement published elsewhere in this issue. The matter above the line was reported in the columns of this journal and the particulars appear in the advertisement published elsewhere in this issue. The matter above the line was reported in the columns of this journal and the particulars appear in the advertisement published elsewhere in this issue. The matter above the line was reported in the columns of this journal and the particulars appear in the advertisement published elsewhere in this issue.	[579, 133, 669, 246]
